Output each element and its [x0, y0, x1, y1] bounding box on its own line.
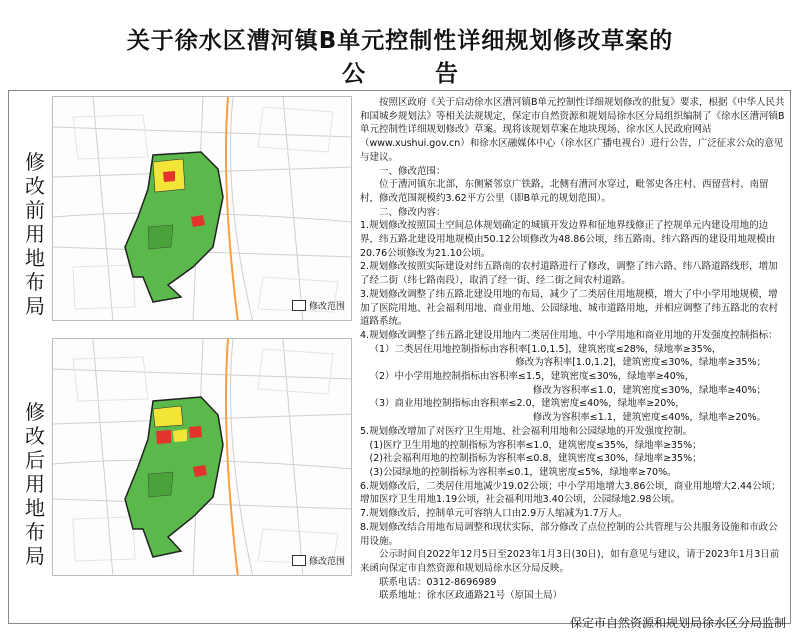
legend-swatch	[292, 555, 306, 566]
legend-swatch	[292, 300, 306, 311]
map-before-legend	[292, 299, 345, 312]
legend-label: 修改范围	[308, 302, 345, 312]
notice-title-line2: 公告	[342, 61, 528, 87]
item-4-3a: （3）商业用地控制指标由容积率≤2.0，建筑密度≤40%，绿地率≥20%，	[369, 398, 685, 410]
after-layout-label: 修改后用地布局	[25, 400, 45, 568]
contact-address: 联系地址：徐水区政通路21号（原国土局）	[379, 590, 563, 602]
item-5-3: (3)公园绿地的控制指标为容积率≤0.1，建筑密度≤5%，绿地率≥70%。	[369, 466, 677, 478]
item-1: 1.规划修改按照国土空间总体规划确定的城镇开发边界和征地界线修正了控规单元内建设用地的边界，纬五路北建设用地规模由50.12公顷修改为48.86公顷，纬五路南、纬六路西的建设用地规模由20.76公顷修改为21.10公顷。	[360, 220, 776, 259]
map-after-revision	[52, 338, 352, 576]
map-after-graphic	[53, 339, 352, 576]
section-2-heading: 二、修改内容：	[379, 206, 446, 218]
section-1-text: 位于漕河镇东北部，东侧紧邻京广铁路，北侧有漕河水穿过，毗邻史各庄村、西留营村、南留村，修改范围规模约3.62平方公里（即B单元的规划范围）。	[360, 179, 769, 204]
legend-label: 修改范围	[308, 557, 345, 567]
item-3: 3.规划修改调整了纬五路北建设用地的布局，减少了二类居住用地规模，增大了中小学用地规模，增加了医院用地、社会福利用地、商业用地、公园绿地、城市道路用地，并相应调整了纬五路北的农村道路系统。	[360, 288, 779, 328]
map-before-revision	[52, 96, 352, 321]
item-4-1b: 修改为容积率[1.0,1.2]，建筑密度≤30%，绿地率≥35%；	[515, 357, 766, 369]
item-4-2b: 修改为容积率≤1.0，建筑密度≤30%，绿地率≥40%；	[532, 384, 766, 396]
publicity-period: 公示时间自2022年12月5日至2023年1月3日(30日)，如有意见与建议，请于2023年1月3日前来函向保定市自然资源和规划局徐水区分局反映。	[360, 549, 780, 574]
item-6: 6.规划修改后，二类居住用地减少19.02公顷；中小学用地增大3.86公顷，商业用地增大2.44公顷；增加医疗卫生用地1.19公顷，社会福利用地3.40公顷，公园绿地2.98公顷。	[360, 480, 781, 506]
map-before-graphic	[53, 97, 352, 321]
item-4-1a: （1）二类居住用地控制指标由容积率[1.0,1.5]，建筑密度≤28%，绿地率≥35%，	[369, 343, 722, 355]
contact-phone: 联系电话：0312-8696989	[379, 576, 497, 588]
item-8: 8.规划修改结合用地布局调整和现状实际，部分修改了点位控制的公共管理与公共服务设施和市政公用设施。	[360, 521, 778, 547]
item-5-1: (1)医疗卫生用地的控制指标为容积率≤1.0，建筑密度≤35%，绿地率≥35%；	[369, 439, 702, 451]
before-layout-label: 修改前用地布局	[25, 150, 45, 318]
item-5: 5.规划修改增加了对医疗卫生用地、社会福利用地和公园绿地的开发强度控制。	[360, 425, 693, 437]
intro-paragraph: 按照区政府《关于启动徐水区漕河镇B单元控制性详细规划修改的批复》要求，根据《中华人民共和国城乡规划法》等相关法规规定，保定市自然资源和规划局徐水区分局组织编制了《徐水区漕河镇B单元控制性详细规划修改》草案。现将该规划草案在地块现场、徐水区人民政府网站（www.xushui.gov.cn）和徐水区融媒体中心（徐水区广播电视台）进行公告，广泛征求公众的意见与建议。	[360, 97, 785, 163]
item-7: 7.规划修改后，控制单元可容纳人口由2.9万人缩减为1.7万人。	[360, 508, 628, 520]
section-1-heading: 一、修改范围：	[379, 165, 446, 177]
notice-body	[360, 96, 786, 603]
notice-title-line1: 关于徐水区漕河镇B单元控制性详细规划修改草案的	[126, 28, 674, 54]
issuer-footer: 保定市自然资源和规划局徐水区分局监制	[569, 616, 786, 630]
item-5-2: (2)社会福利用地的控制指标为容积率≤0.8，建筑密度≤30%，绿地率≥35%；	[369, 453, 702, 465]
item-4-2a: （2）中小学用地控制指标由容积率≤1.5，建筑密度≤30%，绿地率≥40%，	[369, 371, 695, 383]
item-4: 4.规划修改调整了纬五路北建设用地内二类居住用地、中小学用地和商业用地的开发强度控制指标：	[360, 329, 778, 341]
item-2: 2.规划修改按照实际建设对纬五路南的农村道路进行了修改，调整了纬六路、纬八路道路线形，增加了经二街（纬七路南段），取消了经一街、经二街之间农村道路。	[360, 261, 778, 287]
item-4-3b: 修改为容积率≤1.1，建筑密度≤40%，绿地率≥20%。	[532, 412, 766, 424]
map-after-legend	[292, 554, 345, 567]
